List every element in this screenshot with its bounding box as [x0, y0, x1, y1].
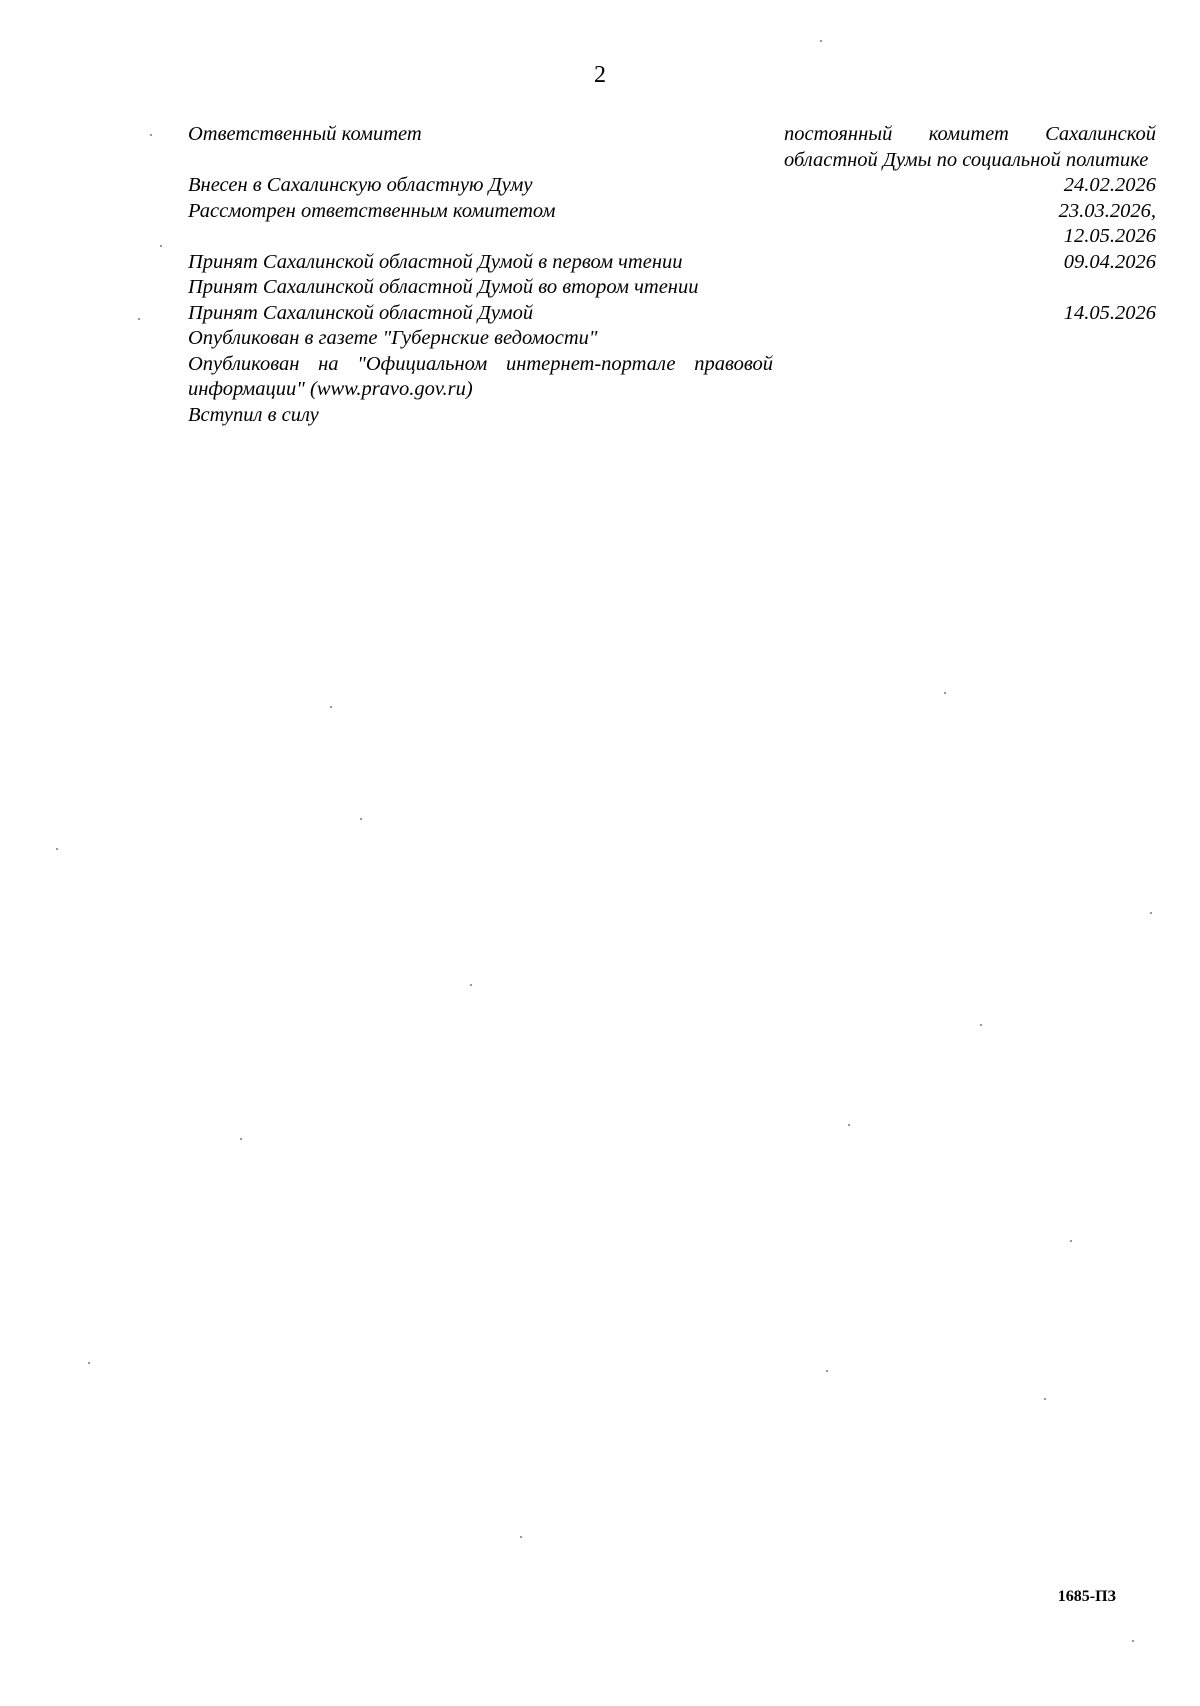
row-label: Опубликован в газете "Губернские ведомости" [188, 327, 598, 349]
row-label: Внесен в Сахалинскую областную Думу [188, 174, 533, 196]
row-label: Опубликован на "Официальном интернет-портале правовой информации" (www.pravo.gov.ru) [188, 352, 773, 400]
row-published-portal [188, 352, 1156, 403]
row-label: Вступил в силу [188, 403, 319, 426]
row-label: Ответственный комитет [188, 123, 422, 145]
row-value: 14.05.2026 [1063, 301, 1156, 324]
row-value: 24.02.2026 [1063, 174, 1156, 196]
legislative-history-list [188, 122, 1156, 428]
row-value: постоянный комитет Сахалинской областной Думы по социальной политике [784, 123, 1156, 171]
document-code: 1685-ПЗ [1057, 1588, 1116, 1605]
row-adopted [188, 301, 1156, 327]
row-second-reading [188, 275, 1156, 301]
row-first-reading [188, 250, 1156, 276]
row-reviewed-by-committee [188, 199, 1156, 250]
row-published-newspaper [188, 326, 1156, 352]
row-entered-into-force [188, 403, 1156, 429]
row-responsible-committee [188, 122, 1156, 173]
row-value: 09.04.2026 [1063, 250, 1156, 273]
page-number: 2 [594, 62, 606, 88]
row-label: Принят Сахалинской областной Думой в первом чтении [188, 250, 683, 273]
row-label: Рассмотрен ответственным комитетом [188, 199, 556, 222]
row-submitted [188, 173, 1156, 199]
row-label: Принят Сахалинской областной Думой во втором чтении [188, 276, 699, 298]
row-label: Принят Сахалинской областной Думой [188, 301, 534, 324]
row-value: 23.03.2026, 12.05.2026 [1058, 199, 1156, 247]
